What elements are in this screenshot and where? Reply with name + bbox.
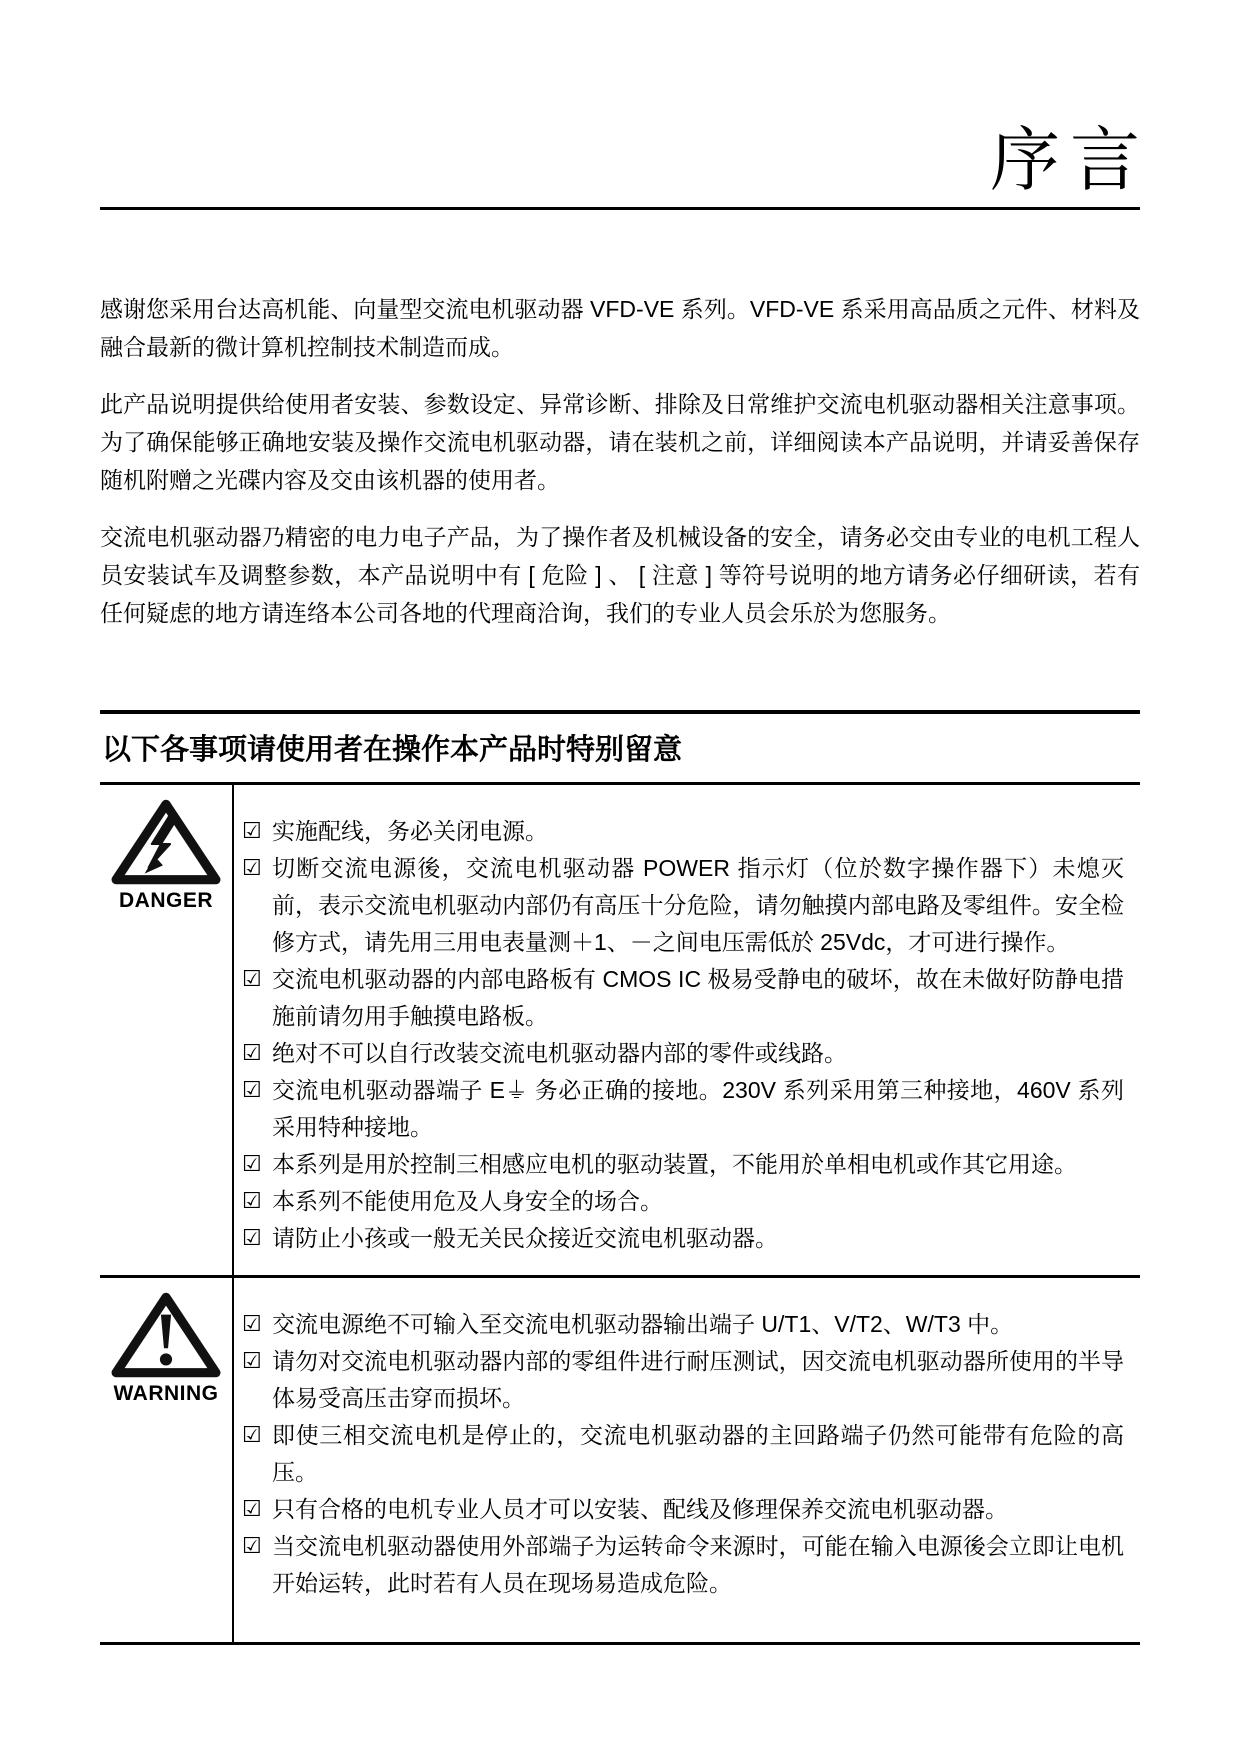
checked-checkbox-icon: ☑ [242, 1534, 262, 1559]
warning-sign-cell [100, 1278, 234, 1642]
checked-checkbox-icon: ☑ [242, 819, 262, 844]
danger-sign-cell [100, 785, 234, 1275]
checked-checkbox-icon: ☑ [242, 1189, 262, 1214]
warning-item [242, 1343, 1128, 1417]
warning-item [242, 1417, 1128, 1491]
warning-item [242, 1491, 1128, 1528]
checked-checkbox-icon: ☑ [242, 856, 262, 881]
warning-item [242, 1528, 1128, 1602]
danger-item-text: 切断交流电源後，交流电机驱动器 POWER 指示灯（位於数字操作器下）未熄灭前，表示交流电机驱动内部仍有高压十分危险，请勿触摸内部电路及零组件。安全检修方式，请先用三用电表量测＋1、－之间电压需低於 25Vdc，才可进行操作。 [272, 855, 1124, 955]
danger-item [242, 813, 1128, 850]
danger-item [242, 1072, 1128, 1146]
checked-checkbox-icon: ☑ [242, 1497, 262, 1522]
checked-checkbox-icon: ☑ [242, 1078, 262, 1103]
danger-item-text: 请防止小孩或一般无关民众接近交流电机驱动器。 [272, 1225, 778, 1251]
warning-item [242, 1306, 1128, 1343]
danger-label: DANGER [118, 889, 213, 912]
page-header [100, 0, 1150, 210]
intro-paragraph: 交流电机驱动器乃精密的电力电子产品，为了操作者及机械设备的安全，请务必交由专业的电机工程人员安装试车及调整参数，本产品说明中有 [ 危险 ] 、 [ 注意 ] 等符号说明的地方请务必仔细研读，若有任何疑虑的地方请连络本公司各地的代理商洽询，我们的专业人员会乐於为您服务。 [100, 524, 1140, 626]
high-voltage-danger-icon [110, 797, 222, 887]
checked-checkbox-icon: ☑ [242, 1041, 262, 1066]
warning-item-text: 只有合格的电机专业人员才可以安装、配线及修理保养交流电机驱动器。 [272, 1496, 1008, 1522]
intro-paragraph: 此产品说明提供给使用者安装、参数设定、异常诊断、排除及日常维护交流电机驱动器相关注意事项。为了确保能够正确地安装及操作交流电机驱动器，请在装机之前，详细阅读本产品说明，并请妥善保存随机附赠之光碟内容及交由该机器的使用者。 [100, 391, 1140, 493]
warning-exclamation-icon [110, 1290, 222, 1380]
warning-item-list [234, 1278, 1140, 1642]
safety-notice-section [100, 710, 1140, 1645]
danger-item [242, 850, 1128, 961]
intro-paragraph: 感谢您采用台达高机能、向量型交流电机驱动器 VFD-VE 系列。VFD-VE 系采用高品质之元件、材料及融合最新的微计算机控制技术制造而成。 [100, 296, 1140, 360]
notice-heading: 以下各事项请使用者在操作本产品时特别留意 [100, 710, 1140, 782]
danger-item-text: 实施配线，务必关闭电源。 [272, 818, 548, 844]
danger-item [242, 1183, 1128, 1220]
checked-checkbox-icon: ☑ [242, 1226, 262, 1251]
warning-item-text: 请勿对交流电机驱动器内部的零组件进行耐压测试，因交流电机驱动器所使用的半导体易受高压击穿而损坏。 [272, 1348, 1124, 1411]
danger-item-text: 交流电机驱动器端子 E⏚ 务必正确的接地。230V 系列采用第三种接地，460V 系列采用特种接地。 [272, 1077, 1124, 1140]
danger-row [100, 785, 1140, 1275]
warning-item-text: 交流电源绝不可输入至交流电机驱动器输出端子 U/T1、V/T2、W/T3 中。 [272, 1311, 1014, 1337]
intro-section [100, 290, 1140, 651]
checked-checkbox-icon: ☑ [242, 1349, 262, 1374]
danger-item-list [234, 785, 1140, 1275]
page-title: 序言 [990, 123, 1150, 200]
warning-item-text: 当交流电机驱动器使用外部端子为运转命令来源时，可能在输入电源後会立即让电机开始运转，此时若有人员在现场易造成危险。 [272, 1533, 1124, 1596]
checked-checkbox-icon: ☑ [242, 1423, 262, 1448]
danger-item [242, 961, 1128, 1035]
warning-row [100, 1275, 1140, 1642]
danger-item-text: 交流电机驱动器的内部电路板有 CMOS IC 极易受静电的破坏，故在未做好防静电措施前请勿用手触摸电路板。 [272, 966, 1124, 1029]
checked-checkbox-icon: ☑ [242, 1152, 262, 1177]
danger-item-text: 本系列不能使用危及人身安全的场合。 [272, 1188, 663, 1214]
danger-item-text: 绝对不可以自行改装交流电机驱动器内部的零件或线路。 [272, 1040, 847, 1066]
danger-item [242, 1146, 1128, 1183]
checked-checkbox-icon: ☑ [242, 1312, 262, 1337]
danger-item-text: 本系列是用於控制三相感应电机的驱动装置，不能用於单相电机或作其它用途。 [272, 1151, 1077, 1177]
checked-checkbox-icon: ☑ [242, 967, 262, 992]
safety-table [100, 782, 1140, 1645]
danger-item [242, 1035, 1128, 1072]
warning-item-text: 即使三相交流电机是停止的，交流电机驱动器的主回路端子仍然可能带有危险的高压。 [272, 1422, 1124, 1485]
warning-label: WARNING [113, 1382, 219, 1405]
danger-item [242, 1220, 1128, 1257]
